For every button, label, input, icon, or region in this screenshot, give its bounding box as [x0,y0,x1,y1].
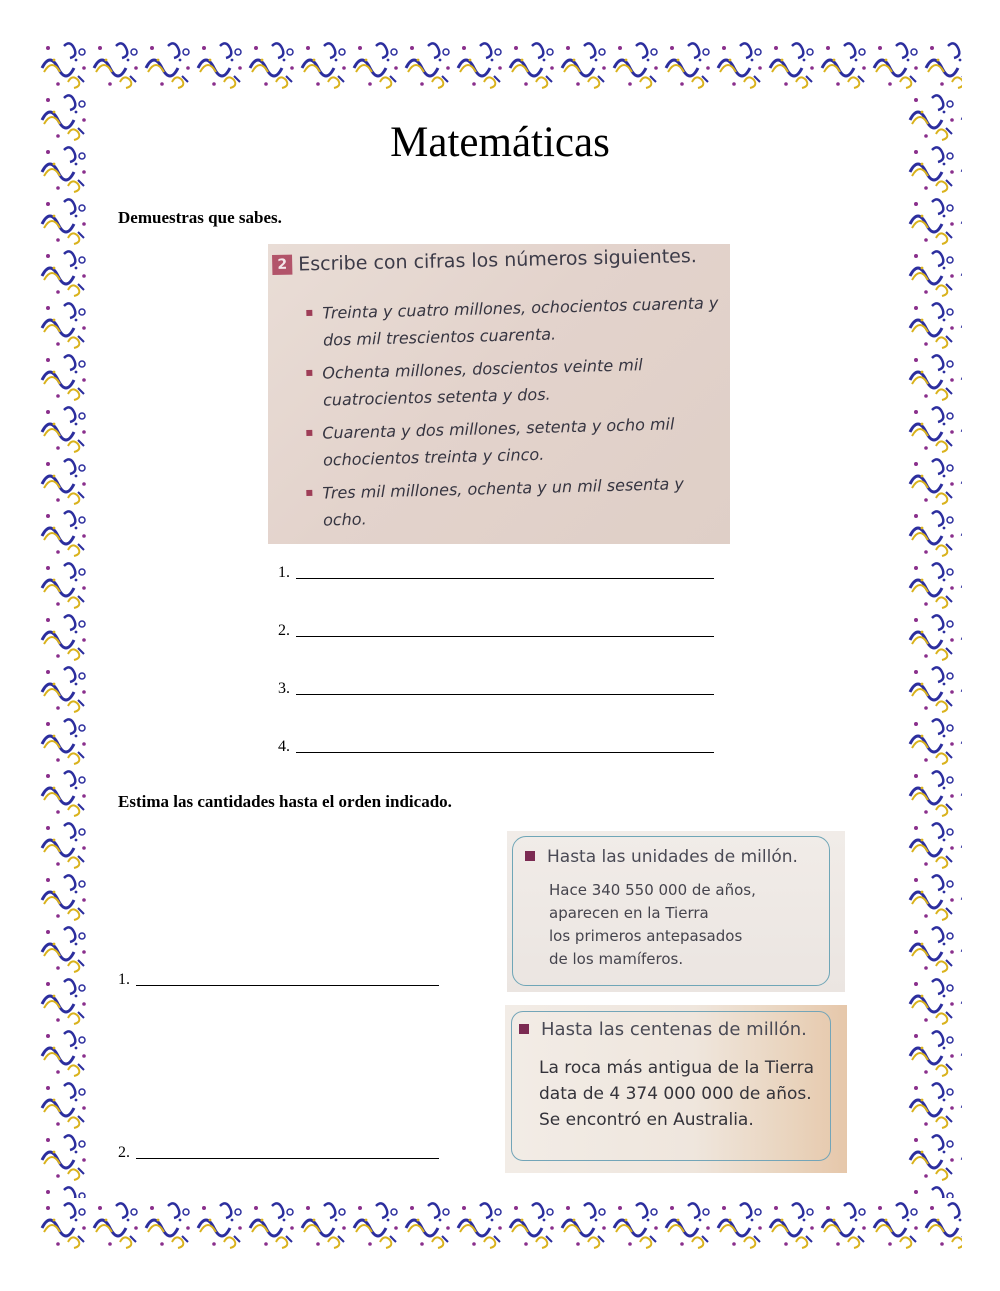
exercise-items [306,293,726,540]
estimate-line-2[interactable]: 2. [118,1143,439,1162]
estimate-photo-1 [507,831,845,992]
answer-line-1[interactable]: 1. [278,563,714,582]
estimate-input[interactable] [136,970,439,986]
section-heading-demuestras: Demuestras que sabes. [118,208,282,227]
answer-input[interactable] [296,563,714,579]
page-title: Matemáticas [390,119,610,166]
exercise-instruction: Escribe con cifras los números siguientes. [297,245,698,276]
exercise-header [272,245,697,276]
exercise-item: Cuarenta y dos millones, setenta y ocho mil ochocientos treinta y cinco. [306,409,727,474]
square-bullet-icon [525,851,535,861]
answer-input[interactable] [296,737,714,753]
estimate-box-title: Hasta las unidades de millón. [525,847,798,867]
answer-line-2[interactable]: 2. [278,621,714,640]
estimate-box-text: La roca más antigua de la Tierra data de 4 374 000 000 de años. Se encontró en Australia. [539,1058,815,1130]
decorative-border-top [38,38,962,90]
estimate-line-1[interactable]: 1. [118,970,439,989]
estimate-input[interactable] [136,1143,439,1159]
exercise-item: Tres mil millones, ochenta y un mil sesenta y ocho. [306,469,727,534]
answer-input[interactable] [296,679,714,695]
exercise-item: Treinta y cuatro millones, ochocientos cuarenta y dos mil trescientos cuarenta. [306,289,727,354]
decorative-border-left [38,90,90,1198]
answer-input[interactable] [296,621,714,637]
answer-line-3[interactable]: 3. [278,679,714,698]
estimate-box-text: Hace 340 550 000 de años, aparecen en la Tierra los primeros antepasados de los mamíferos. [549,881,756,968]
bullet-icon [306,310,312,316]
exercise-number-badge: 2 [272,255,292,275]
exercise-photo-numbers [268,244,730,544]
decorative-border-right [906,90,962,1198]
bullet-icon [306,430,312,436]
bullet-icon [306,370,312,376]
bullet-icon [306,490,312,496]
answer-line-4[interactable]: 4. [278,737,714,756]
square-bullet-icon [519,1024,529,1034]
estimate-box-title: Hasta las centenas de millón. [519,1019,807,1040]
decorative-border-bottom [38,1198,962,1254]
estimate-photo-2 [505,1005,847,1173]
exercise-item: Ochenta millones, doscientos veinte mil cuatrocientos setenta y dos. [306,349,727,414]
section-heading-estima: Estima las cantidades hasta el orden indicado. [118,792,452,811]
